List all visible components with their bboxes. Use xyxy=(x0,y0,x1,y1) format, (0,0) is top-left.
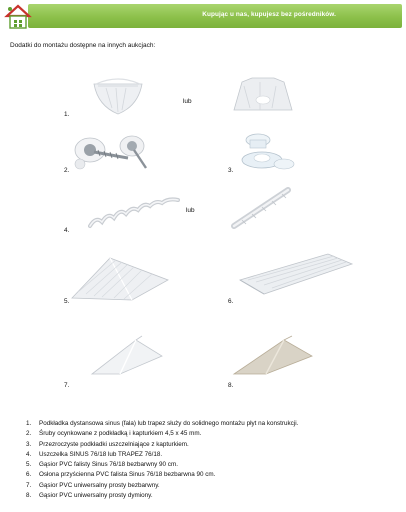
spacer-trapez-image xyxy=(230,72,296,116)
figure-number-5: 5. xyxy=(64,298,70,305)
or-label-2: lub xyxy=(186,207,195,214)
figure-number-2: 2. xyxy=(64,167,70,174)
list-item: 1. Podkładka dystansowa sinus (fala) lub trapez służy do solidnego montażu płyt na konstrukcji. xyxy=(26,420,299,427)
list-item: 8. Gąsior PVC uniwersalny prosty dymiony. xyxy=(26,492,153,500)
or-label-1: lub xyxy=(183,98,192,105)
wall-flashing-sinus-image xyxy=(238,250,354,298)
figure-number-7: 7. xyxy=(64,382,70,389)
list-item: 4. Uszczelka SINUS 76/18 lub TRAPEZ 76/18. xyxy=(26,450,163,458)
ridge-universal-smoked-image xyxy=(232,334,314,376)
list-item: 5. Gąsior PVC falisty Sinus 76/18 bezbarwny 90 cm. xyxy=(26,461,178,469)
list-item: 3. Przezroczyste podkładki uszczelniające z kapturkiem. xyxy=(26,440,189,448)
spacer-sinus-image xyxy=(88,74,148,116)
figure-number-3: 3. xyxy=(228,167,234,174)
house-logo-icon xyxy=(3,2,33,32)
list-item: 2. Śruby ocynkowane z podkładką i kapturkiem 4,5 x 45 mm. xyxy=(26,430,202,438)
header-banner xyxy=(0,0,406,32)
seal-sinus-image xyxy=(88,196,180,230)
sealing-washers-image xyxy=(232,128,298,172)
header-slogan: Kupując u nas, kupujesz bez pośredników. xyxy=(202,11,336,18)
figure-number-8: 8. xyxy=(228,382,234,389)
intro-text: Dodatki do montażu dostępne na innych aukcjach: xyxy=(10,42,156,49)
list-item: 7. Gąsior PVC uniwersalny prosty bezbarwny. xyxy=(26,481,160,489)
accessories-list xyxy=(26,419,298,501)
figure-number-4: 4. xyxy=(64,227,70,234)
list-item: 6. Osłona przyścienna PVC falista Sinus 76/18 bezbarwna 90 cm. xyxy=(26,471,216,479)
seal-trapez-image xyxy=(230,186,292,230)
ridge-sinus-image xyxy=(70,250,170,302)
figure-number-1: 1. xyxy=(64,111,70,118)
screws-image xyxy=(68,128,160,172)
ridge-universal-clear-image xyxy=(90,334,164,376)
figure-number-6: 6. xyxy=(228,298,234,305)
